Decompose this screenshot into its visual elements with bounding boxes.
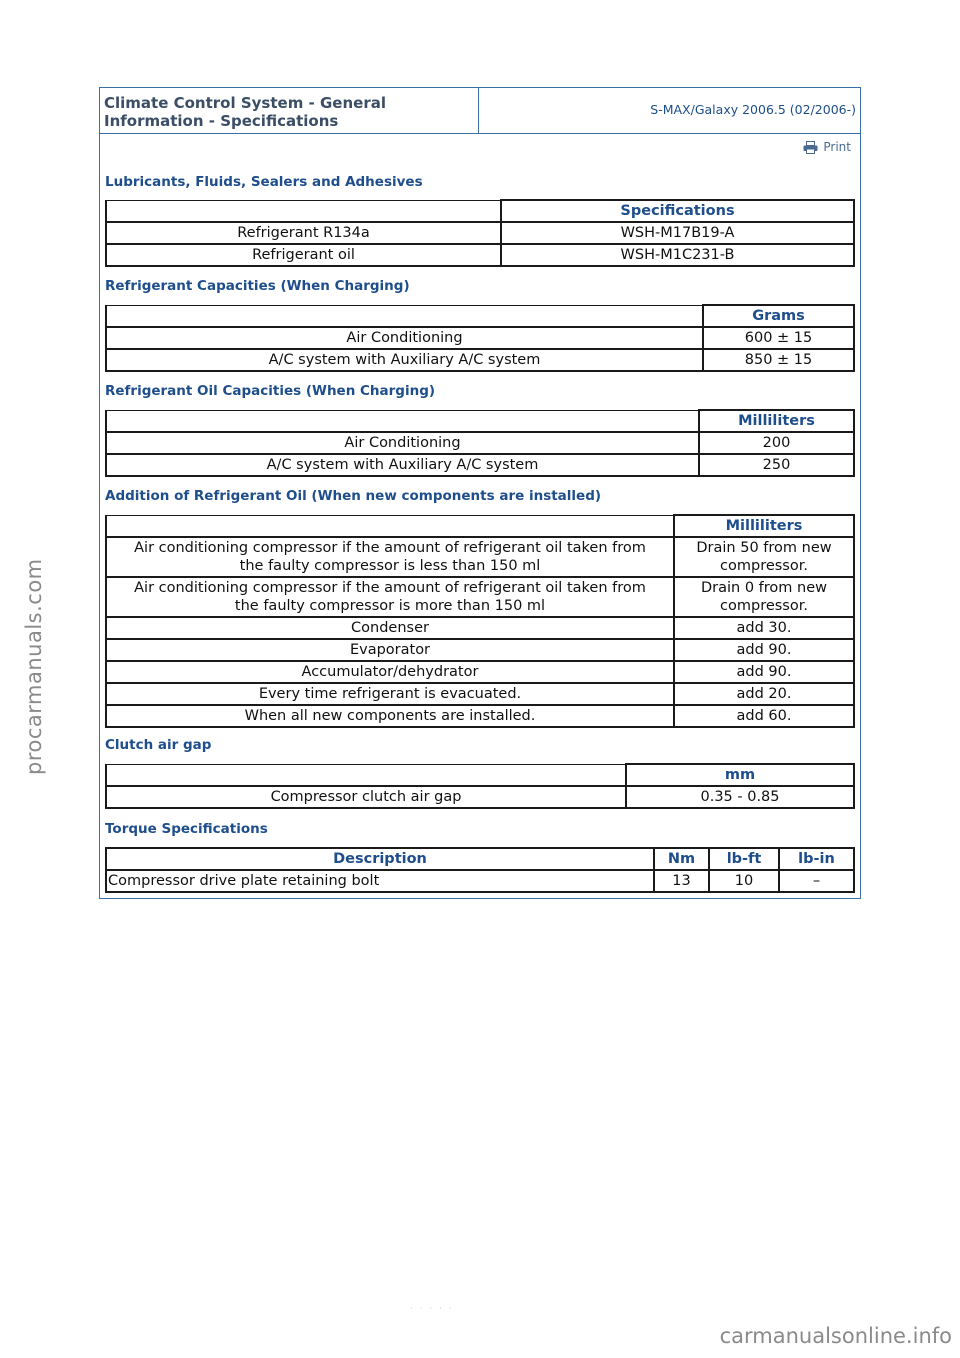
vehicle-model: S-MAX/Galaxy 2006.5 (02/2006-) (650, 102, 856, 117)
lubricants-table (105, 199, 855, 267)
column-header: Milliliters (699, 410, 854, 432)
row-item: Refrigerant R134a (106, 222, 501, 244)
table-row (106, 349, 854, 371)
column-header: Milliliters (674, 515, 854, 537)
column-header-nm: Nm (654, 848, 709, 870)
row-value: 0.35 - 0.85 (626, 786, 854, 808)
table-row (106, 244, 854, 266)
row-value: add 30. (674, 617, 854, 639)
column-header-lbft: lb-ft (709, 848, 779, 870)
row-item: Accumulator/dehydrator (106, 661, 674, 683)
row-item: Air Conditioning (106, 327, 703, 349)
document-header (100, 88, 860, 134)
row-item: Evaporator (106, 639, 674, 661)
row-value: add 90. (674, 639, 854, 661)
column-header: Grams (703, 305, 854, 327)
table-row (106, 432, 854, 454)
row-value-line: compressor. (720, 598, 808, 614)
table-row (106, 661, 854, 683)
row-item: Compressor clutch air gap (106, 786, 626, 808)
row-item: A/C system with Auxiliary A/C system (106, 349, 703, 371)
row-lbft: 10 (709, 870, 779, 892)
row-description: Compressor drive plate retaining bolt (106, 870, 654, 892)
row-value: 250 (699, 454, 854, 476)
table-row (106, 683, 854, 705)
row-item: Refrigerant oil (106, 244, 501, 266)
table-row (106, 327, 854, 349)
clutch-gap-table (105, 763, 855, 809)
row-item: Air Conditioning (106, 432, 699, 454)
row-value: WSH-M17B19-A (501, 222, 854, 244)
column-header: mm (626, 764, 854, 786)
row-value (674, 577, 854, 617)
page-title-line-2: Information - Specifications (104, 112, 339, 130)
column-header-description: Description (106, 848, 654, 870)
row-item-line: the faulty compressor is more than 150 ml (234, 598, 546, 614)
column-header: Specifications (501, 200, 854, 222)
row-item (106, 537, 674, 577)
footer-faint-text: · · · · · (410, 1304, 454, 1314)
row-value-line: Drain 0 from new (701, 580, 827, 596)
row-item: Every time refrigerant is evacuated. (106, 683, 674, 705)
row-item (106, 577, 674, 617)
row-lbin: – (779, 870, 854, 892)
printer-icon (803, 141, 818, 154)
row-value: WSH-M1C231-B (501, 244, 854, 266)
row-item-line: Air conditioning compressor if the amount of refrigerant oil taken from (134, 540, 646, 556)
row-value: 200 (699, 432, 854, 454)
refrigerant-capacities-table (105, 304, 855, 372)
table-row (106, 639, 854, 661)
section-title-oil-addition: Addition of Refrigerant Oil (When new components are installed) (105, 488, 602, 504)
header-blank (106, 410, 699, 432)
row-item-line: Air conditioning compressor if the amount of refrigerant oil taken from (134, 580, 646, 596)
table-row (106, 786, 854, 808)
table-row (106, 537, 854, 577)
page-title (100, 88, 479, 133)
print-button[interactable] (803, 140, 851, 154)
oil-addition-table (105, 514, 855, 728)
row-nm: 13 (654, 870, 709, 892)
section-title-lubricants: Lubricants, Fluids, Sealers and Adhesives (105, 174, 423, 190)
section-title-torque: Torque Specifications (105, 821, 268, 837)
column-header-lbin: lb-in (779, 848, 854, 870)
section-title-refrigerant-capacities: Refrigerant Capacities (When Charging) (105, 278, 410, 294)
row-value: add 20. (674, 683, 854, 705)
row-item: Condenser (106, 617, 674, 639)
table-row (106, 705, 854, 727)
table-row (106, 577, 854, 617)
table-row (106, 454, 854, 476)
row-value (674, 537, 854, 577)
row-item-line: the faulty compressor is less than 150 ml (239, 558, 541, 574)
row-value: add 90. (674, 661, 854, 683)
torque-table (105, 847, 855, 893)
side-watermark: procarmanuals.com (22, 558, 46, 775)
row-value-line: compressor. (720, 558, 808, 574)
table-row (106, 222, 854, 244)
row-value: 850 ± 15 (703, 349, 854, 371)
table-row (106, 870, 854, 892)
bottom-watermark: carmanualsonline.info (719, 1324, 952, 1348)
document-frame (99, 87, 861, 899)
oil-capacities-table (105, 409, 855, 477)
header-blank (106, 764, 626, 786)
row-value: add 60. (674, 705, 854, 727)
row-value: 600 ± 15 (703, 327, 854, 349)
section-title-oil-capacities: Refrigerant Oil Capacities (When Charging) (105, 383, 436, 399)
row-value-line: Drain 50 from new (696, 540, 832, 556)
print-label: Print (823, 140, 851, 154)
section-title-clutch-gap: Clutch air gap (105, 737, 212, 753)
row-item: When all new components are installed. (106, 705, 674, 727)
header-blank (106, 305, 703, 327)
table-row (106, 617, 854, 639)
header-blank (106, 200, 501, 222)
row-item: A/C system with Auxiliary A/C system (106, 454, 699, 476)
header-blank (106, 515, 674, 537)
page-title-line-1: Climate Control System - General (104, 94, 386, 112)
